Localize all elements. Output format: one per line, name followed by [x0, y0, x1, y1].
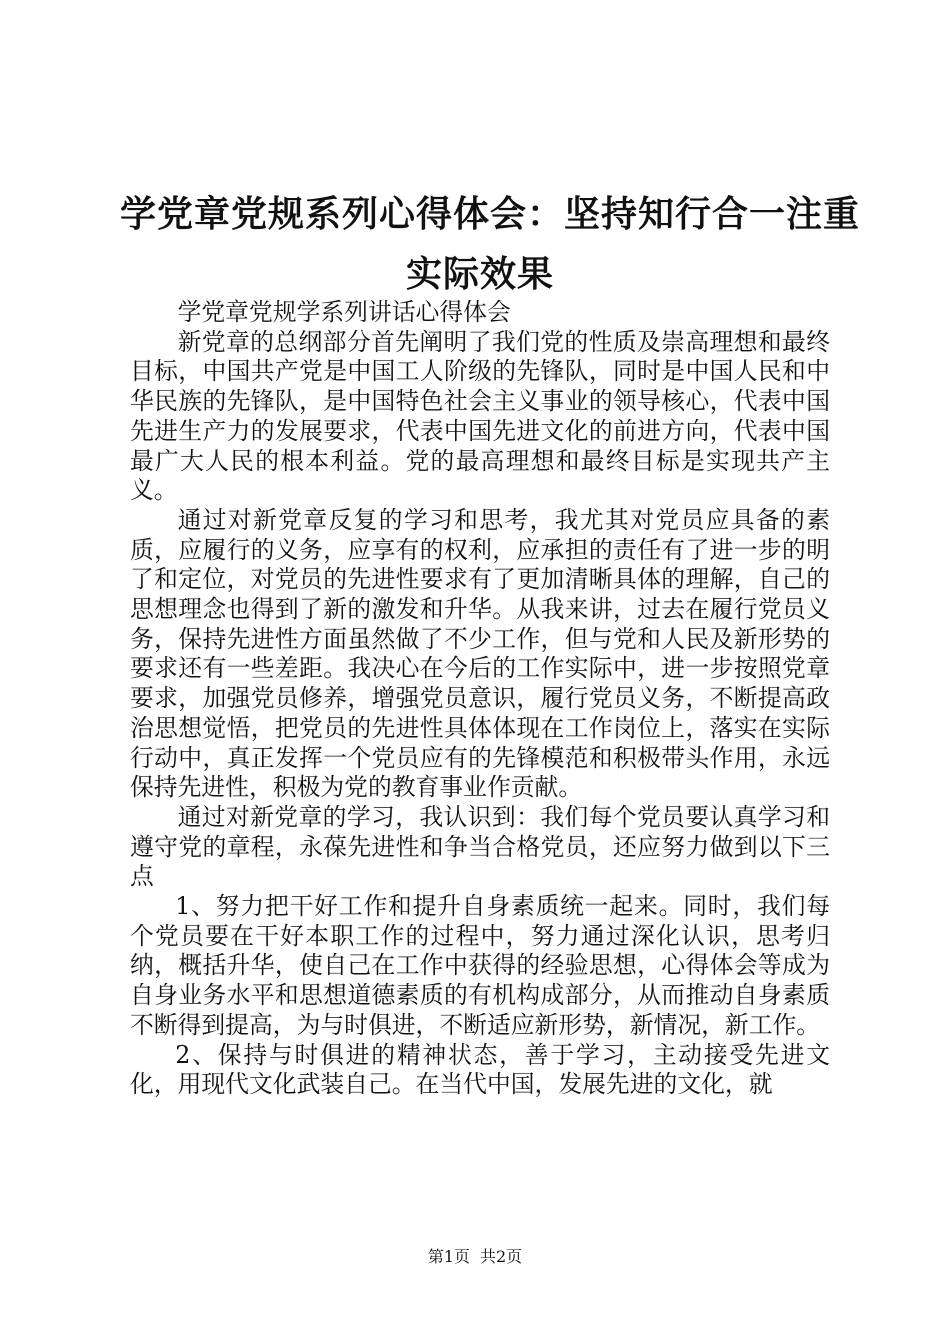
paragraph-1: 新党章的总纲部分首先阐明了我们党的性质及崇高理想和最终目标，中国共产党是中国工人阶级的先锋队，同时是中国人民和中华民族的先锋队，是中国特色社会主义事业的领导核心，代表中国先进生产力的发展要求，代表中国先进文化的前进方向，代表中国最广大人民的根本利益。党的最高理想和最终目标是实现共产主义。: [130, 327, 830, 505]
page-total: 共2页: [480, 1247, 523, 1266]
document-body: [130, 298, 830, 1100]
page-number: 第1页: [427, 1247, 470, 1266]
page-footer: [0, 1244, 950, 1267]
paragraph-2: 通过对新党章反复的学习和思考，我尤其对党员应具备的素质，应履行的义务，应享有的权利，应承担的责任有了进一步的明了和定位，对党员的先进性要求有了更加清晰具体的理解，自己的思想理念也得到了新的激发和升华。从我来讲，过去在履行党员义务，保持先进性方面虽然做了不少工作，但与党和人民及新形势的要求还有一些差距。我决心在今后的工作实际中，进一步按照党章要求，加强党员修养，增强党员意识，履行党员义务，不断提高政治思想觉悟，把党员的先进性具体体现在工作岗位上，落实在实际行动中，真正发挥一个党员应有的先锋模范和积极带头作用，永远保持先进性，积极为党的教育事业作贡献。: [130, 505, 830, 802]
document-title-line-2: 实际效果: [405, 253, 554, 295]
paragraph-point-1: 1、努力把干好工作和提升自身素质统一起来。同时，我们每个党员要在干好本职工作的过程中，努力通过深化认识，思考归纳，概括升华，使自己在工作中获得的经验思想，心得体会等成为自身业务水平和思想道德素质的有机构成部分，从而推动自身素质不断得到提高，为与时俱进，不断适应新形势，新情况，新工作。: [130, 892, 830, 1039]
paragraph-3: 通过对新党章的学习，我认识到：我们每个党员要认真学习和遵守党的章程，永葆先进性和争当合格党员，还应努力做到以下三点: [130, 802, 830, 891]
document-title-line-1: 学党章党规系列心得体会：坚持知行合一注重: [120, 193, 861, 235]
paragraph-point-2: 2、保持与时俱进的精神状态，善于学习，主动接受先进文化，用现代文化武装自己。在当代中国，发展先进的文化，就: [130, 1040, 830, 1099]
document-subtitle: 学党章党规学系列讲话心得体会: [177, 298, 511, 326]
